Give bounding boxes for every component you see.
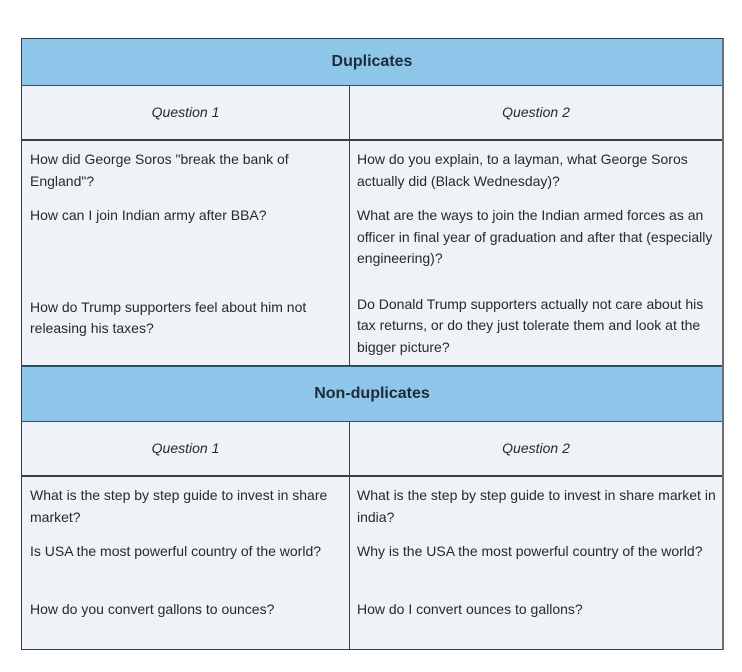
question-text: How did George Soros "break the bank of England"? [30, 151, 289, 189]
section-title: Duplicates [331, 53, 413, 70]
section-title: Non-duplicates [314, 385, 430, 402]
question-pairs-table [21, 38, 724, 650]
question-1-column [22, 477, 350, 649]
column-header-question-2: Question 2 [502, 439, 570, 456]
question-text: How can I join Indian army after BBA? [30, 207, 267, 223]
column-header-question-2: Question 2 [502, 103, 570, 120]
question-text: How do I convert ounces to gallons? [357, 600, 583, 617]
question-text: How do Trump supporters feel about him not releasing his taxes? [30, 298, 307, 336]
column-header-row [22, 422, 722, 477]
question-2-column [350, 477, 722, 649]
question-text: Why is the USA the most powerful country of the world? [357, 543, 703, 559]
question-text: How do you convert gallons to ounces? [30, 600, 275, 617]
question-text: What is the step by step guide to invest in share market? [30, 487, 328, 525]
question-text: How do you explain, to a layman, what George Soros actually did (Black Wednesday)? [357, 151, 688, 189]
question-text: Is USA the most powerful country of the world? [30, 543, 322, 559]
question-2-column [350, 141, 722, 365]
duplicates-section-header [22, 39, 722, 86]
non-duplicates-section-header [22, 366, 722, 422]
question-1-column [22, 141, 350, 365]
non-duplicates-body-row [22, 477, 722, 649]
question-text: Do Donald Trump supporters actually not care about his tax returns, or do they just tolerate them and look at the bigger picture? [357, 295, 704, 355]
question-text: What is the step by step guide to invest in share market in india? [357, 487, 716, 525]
column-header-question-1: Question 1 [22, 86, 350, 139]
duplicates-body-row [22, 141, 722, 366]
question-text: What are the ways to join the Indian armed forces as an officer in final year of graduation and after that (especially engineering)? [357, 207, 713, 266]
column-header-question-1: Question 1 [22, 422, 350, 475]
column-header-row [22, 86, 722, 141]
